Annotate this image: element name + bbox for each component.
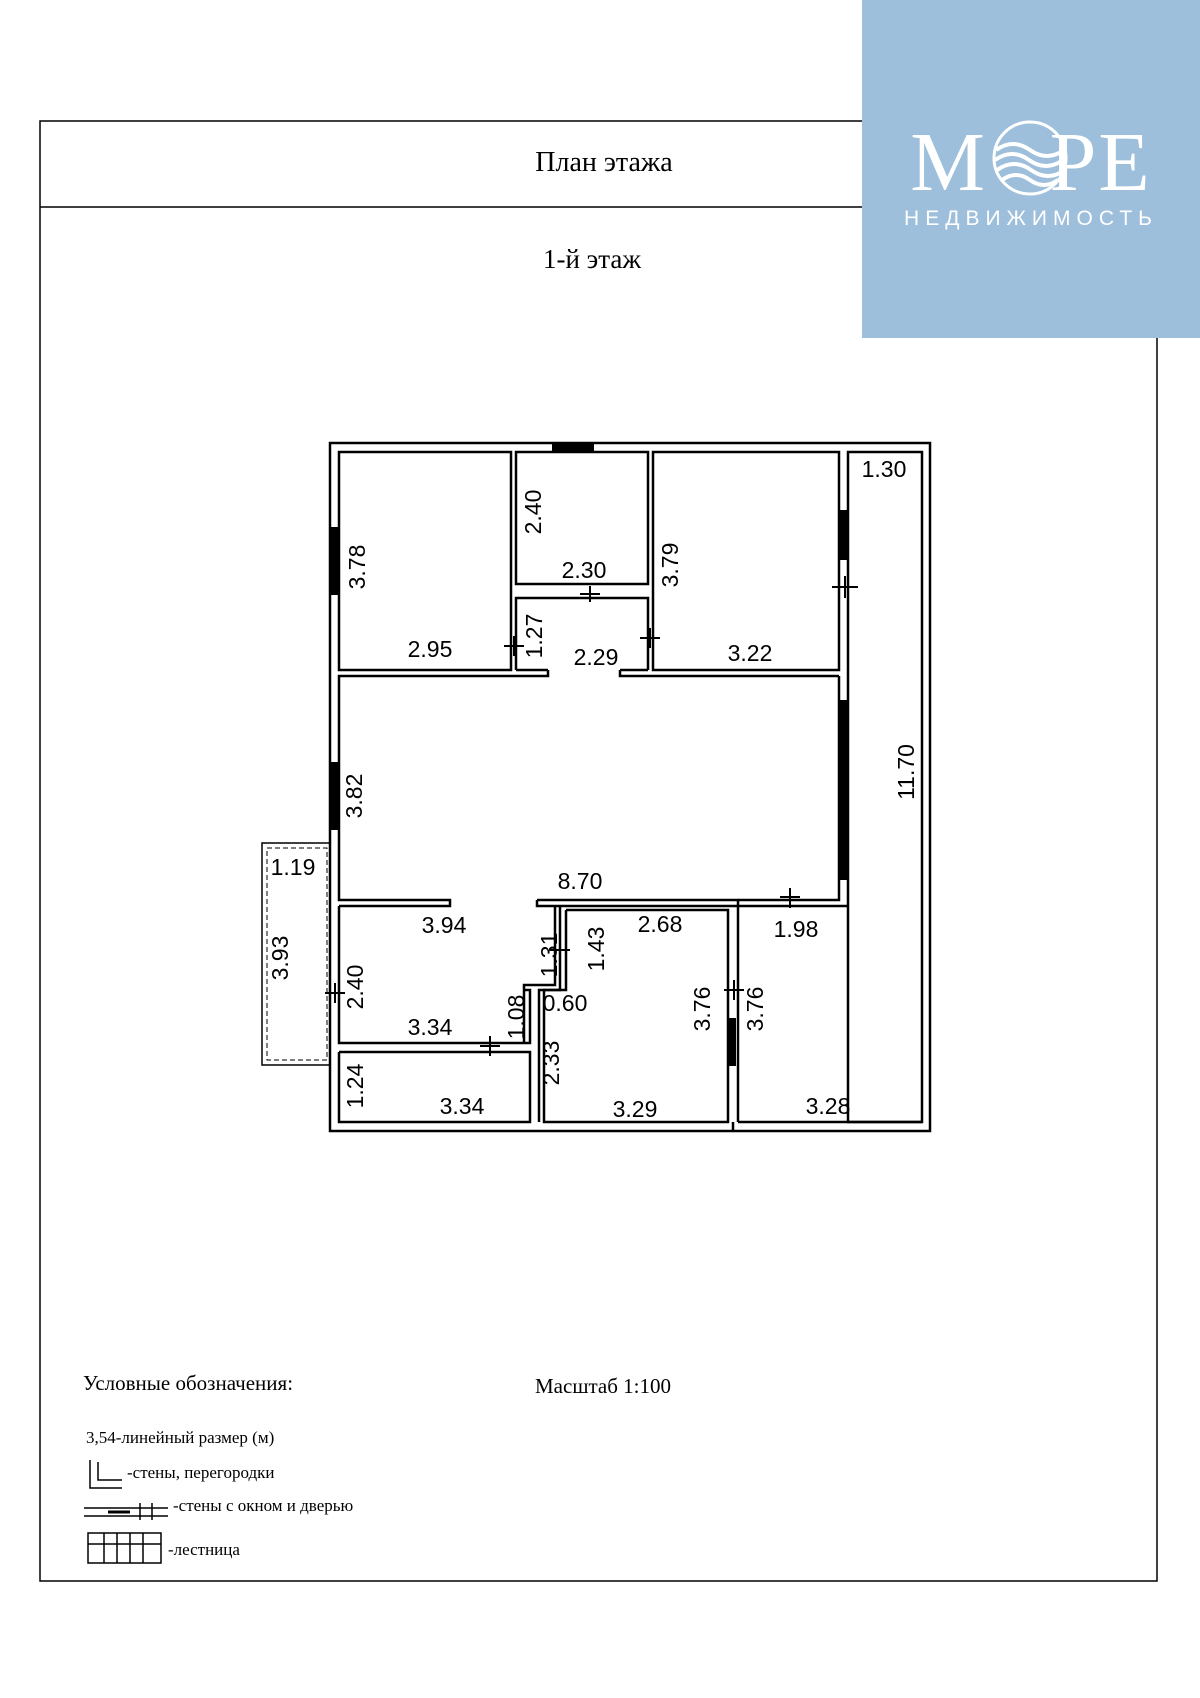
dim-label: 1.43 <box>583 926 609 972</box>
dim-label: 3.94 <box>421 912 467 938</box>
dim-label: 2.40 <box>342 964 368 1010</box>
dim-label: 3.22 <box>727 640 773 666</box>
dim-label: 2.29 <box>573 644 619 670</box>
window-left-2 <box>331 762 338 830</box>
dim-label: 1.08 <box>503 994 529 1040</box>
dim-label: 8.70 <box>557 868 603 894</box>
sheet-frame <box>40 121 1157 1581</box>
dim-label: 2.95 <box>407 636 453 662</box>
dim-label: 2.33 <box>538 1040 564 1086</box>
walls-symbol <box>90 1460 122 1488</box>
dim-label: 1.24 <box>342 1063 368 1109</box>
floor-label: 1-й этаж <box>542 244 642 274</box>
dim-label: 3.34 <box>439 1093 485 1119</box>
window-right-1 <box>840 510 847 560</box>
dim-label: 1.31 <box>536 932 562 978</box>
window-left-1 <box>331 527 338 595</box>
window-top <box>552 444 594 451</box>
dim-label: 3.78 <box>344 544 370 590</box>
dim-label: 3.82 <box>341 773 367 819</box>
legend-title: Условные обозначения: <box>83 1371 294 1395</box>
dim-label: 2.40 <box>520 489 546 535</box>
dim-label: 0.60 <box>542 990 588 1016</box>
dim-label: 3.34 <box>407 1014 453 1040</box>
logo-tagline: НЕДВИЖИМОСТЬ <box>904 207 1158 230</box>
legend-linear: 3,54-линейный размер (м) <box>86 1428 275 1447</box>
window-right-2 <box>840 700 847 880</box>
dim-label: 3.76 <box>689 986 715 1032</box>
logo-wordmark: МОРЕ <box>910 116 1152 209</box>
dim-label: 2.68 <box>637 911 683 937</box>
dim-label: 1.19 <box>270 854 316 880</box>
dim-label: 1.27 <box>521 613 547 659</box>
dim-label: 1.98 <box>773 916 819 942</box>
dimension-labels <box>267 456 919 1122</box>
living-room-bottom-wall <box>537 900 738 906</box>
dim-label: 2.30 <box>561 557 607 583</box>
legend-window-door: -стены с окном и дверью <box>173 1496 354 1515</box>
window-door-symbol <box>84 1503 168 1520</box>
page-title: План этажа <box>535 147 673 178</box>
legend-stairs: -лестница <box>168 1540 240 1559</box>
stairs-symbol <box>88 1533 161 1563</box>
dim-label: 3.79 <box>657 542 683 588</box>
window-right-3 <box>729 1018 736 1066</box>
dim-label: 3.29 <box>612 1096 658 1122</box>
dim-label: 3.28 <box>805 1093 851 1119</box>
dim-label: 3.93 <box>267 935 293 981</box>
living-room-right-wall <box>738 676 839 900</box>
logo <box>862 0 1200 338</box>
legend-walls: -стены, перегородки <box>127 1463 275 1482</box>
dim-label: 3.76 <box>742 986 768 1032</box>
scale-label: Масштаб 1:100 <box>535 1374 672 1398</box>
dim-label: 11.70 <box>893 744 919 800</box>
windows <box>331 444 847 1066</box>
dim-label: 1.30 <box>861 456 907 482</box>
